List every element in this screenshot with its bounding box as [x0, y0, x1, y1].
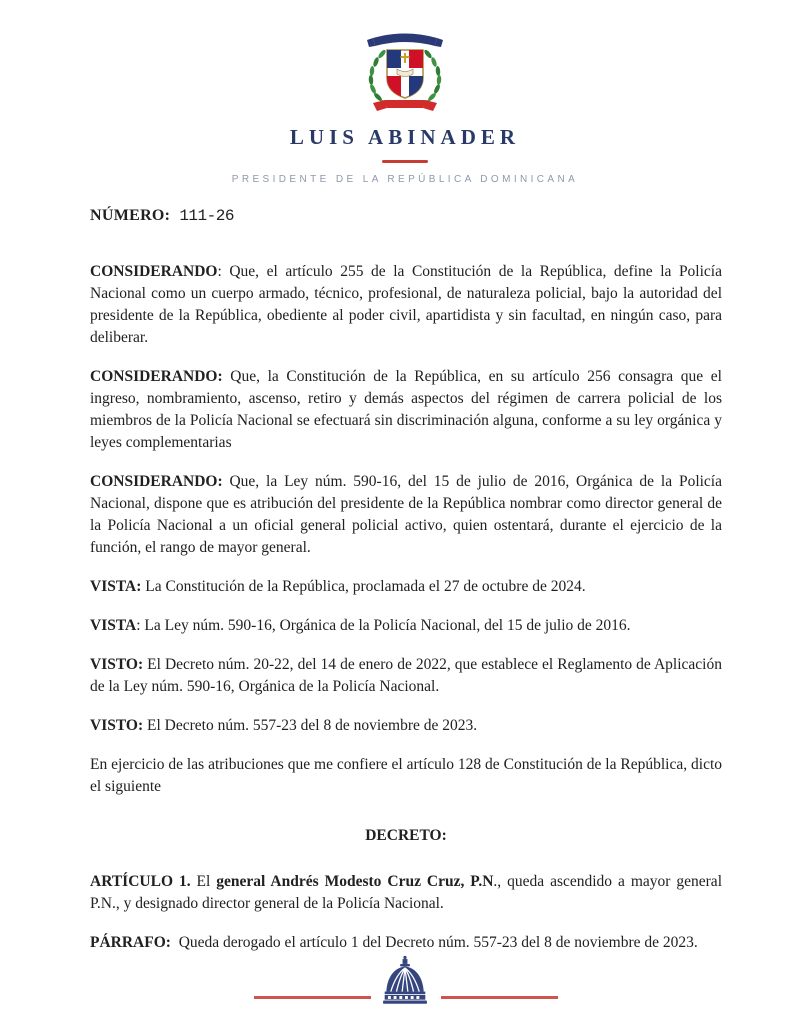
letterhead: [0, 0, 810, 185]
page-footer: [0, 950, 810, 1014]
paragraph: [90, 615, 722, 637]
president-subtitle: PRESIDENTE DE LA REPÚBLICA DOMINICANA: [231, 174, 579, 185]
footer-right-line: [441, 996, 558, 999]
text-segment: El Decreto núm. 20-22, del 14 de enero de 2022, que establece el Reglamento de Aplicación de la Ley núm. 590-16, Orgánica de la Policía Nacional.: [90, 656, 722, 695]
decree-number-value: 111-26: [179, 207, 234, 225]
text-segment: ., queda ascendido a mayor general P.N., y designado director general de la Policía Nacional.: [90, 873, 722, 912]
paragraph: [90, 654, 722, 698]
bold-text-segment: CONSIDERANDO:: [90, 473, 223, 490]
paragraph: [90, 715, 722, 737]
paragraph: [90, 871, 722, 915]
bold-text-segment: PÁRRAFO:: [90, 934, 171, 951]
text-segment: Queda derogado el artículo 1 del Decreto núm. 557-23 del 8 de noviembre de 2023.: [170, 934, 698, 951]
paragraph: [90, 261, 722, 349]
bold-text-segment: DECRETO:: [365, 827, 447, 844]
paragraph: [90, 471, 722, 559]
bold-text-segment: ARTÍCULO 1.: [90, 873, 191, 890]
document-body: [90, 261, 722, 954]
text-segment: La Constitución de la República, proclamada el 27 de octubre de 2024.: [141, 578, 586, 595]
decree-heading: [90, 825, 722, 847]
bold-text-segment: VISTA: [90, 617, 137, 634]
red-divider: [382, 160, 428, 163]
text-segment: El Decreto núm. 557-23 del 8 de noviembre de 2023.: [143, 717, 478, 734]
text-segment: Que, la Constitución de la República, en su artículo 256 consagra que el ingreso, nombramiento, ascenso, retiro y demás aspectos del régimen de carrera policial de los miembros de la Policía Nacional se efectuará sin discriminación alguna, conforme a su ley orgánica y leyes complementarias: [90, 368, 722, 451]
bold-text-segment: general Andrés Modesto Cruz Cruz, P.N: [216, 873, 494, 890]
bold-text-segment: VISTA:: [90, 578, 142, 595]
bold-text-segment: CONSIDERANDO:: [90, 368, 223, 385]
president-name: LUIS ABINADER: [289, 125, 521, 149]
bold-text-segment: VISTO:: [90, 717, 144, 734]
palace-dome-icon: [379, 952, 431, 1010]
bold-text-segment: VISTO:: [90, 656, 144, 673]
text-segment: : Que, el artículo 255 de la Constitución de la República, define la Policía Nacional como un cuerpo armado, técnico, profesional, de naturaleza policial, bajo la autoridad del presidente de la República, obediente al poder civil, apartidista y sin facultad, en ningún caso, para deliberar.: [90, 263, 722, 346]
text-segment: : La Ley núm. 590-16, Orgánica de la Policía Nacional, del 15 de julio de 2016.: [136, 617, 631, 634]
text-segment: El: [190, 873, 217, 890]
coat-of-arms-icon: [352, 26, 458, 118]
decree-number-line: [90, 207, 722, 225]
paragraph: [90, 576, 722, 598]
text-segment: Que, la Ley núm. 590-16, del 15 de julio de 2016, Orgánica de la Policía Nacional, dispone que es atribución del presidente de la República nombrar como director general de la Policía Nacional a un oficial general policial activo, quien ostentará, durante el ejercicio de la función, el rango de mayor general.: [90, 473, 722, 556]
text-segment: En ejercicio de las atribuciones que me confiere el artículo 128 de Constitución de la República, dicto el siguiente: [90, 756, 722, 795]
paragraph: [90, 366, 722, 454]
bold-text-segment: CONSIDERANDO: [90, 263, 218, 280]
footer-left-line: [254, 996, 371, 999]
paragraph: [90, 754, 722, 798]
decree-number-label: NÚMERO:: [90, 207, 171, 224]
